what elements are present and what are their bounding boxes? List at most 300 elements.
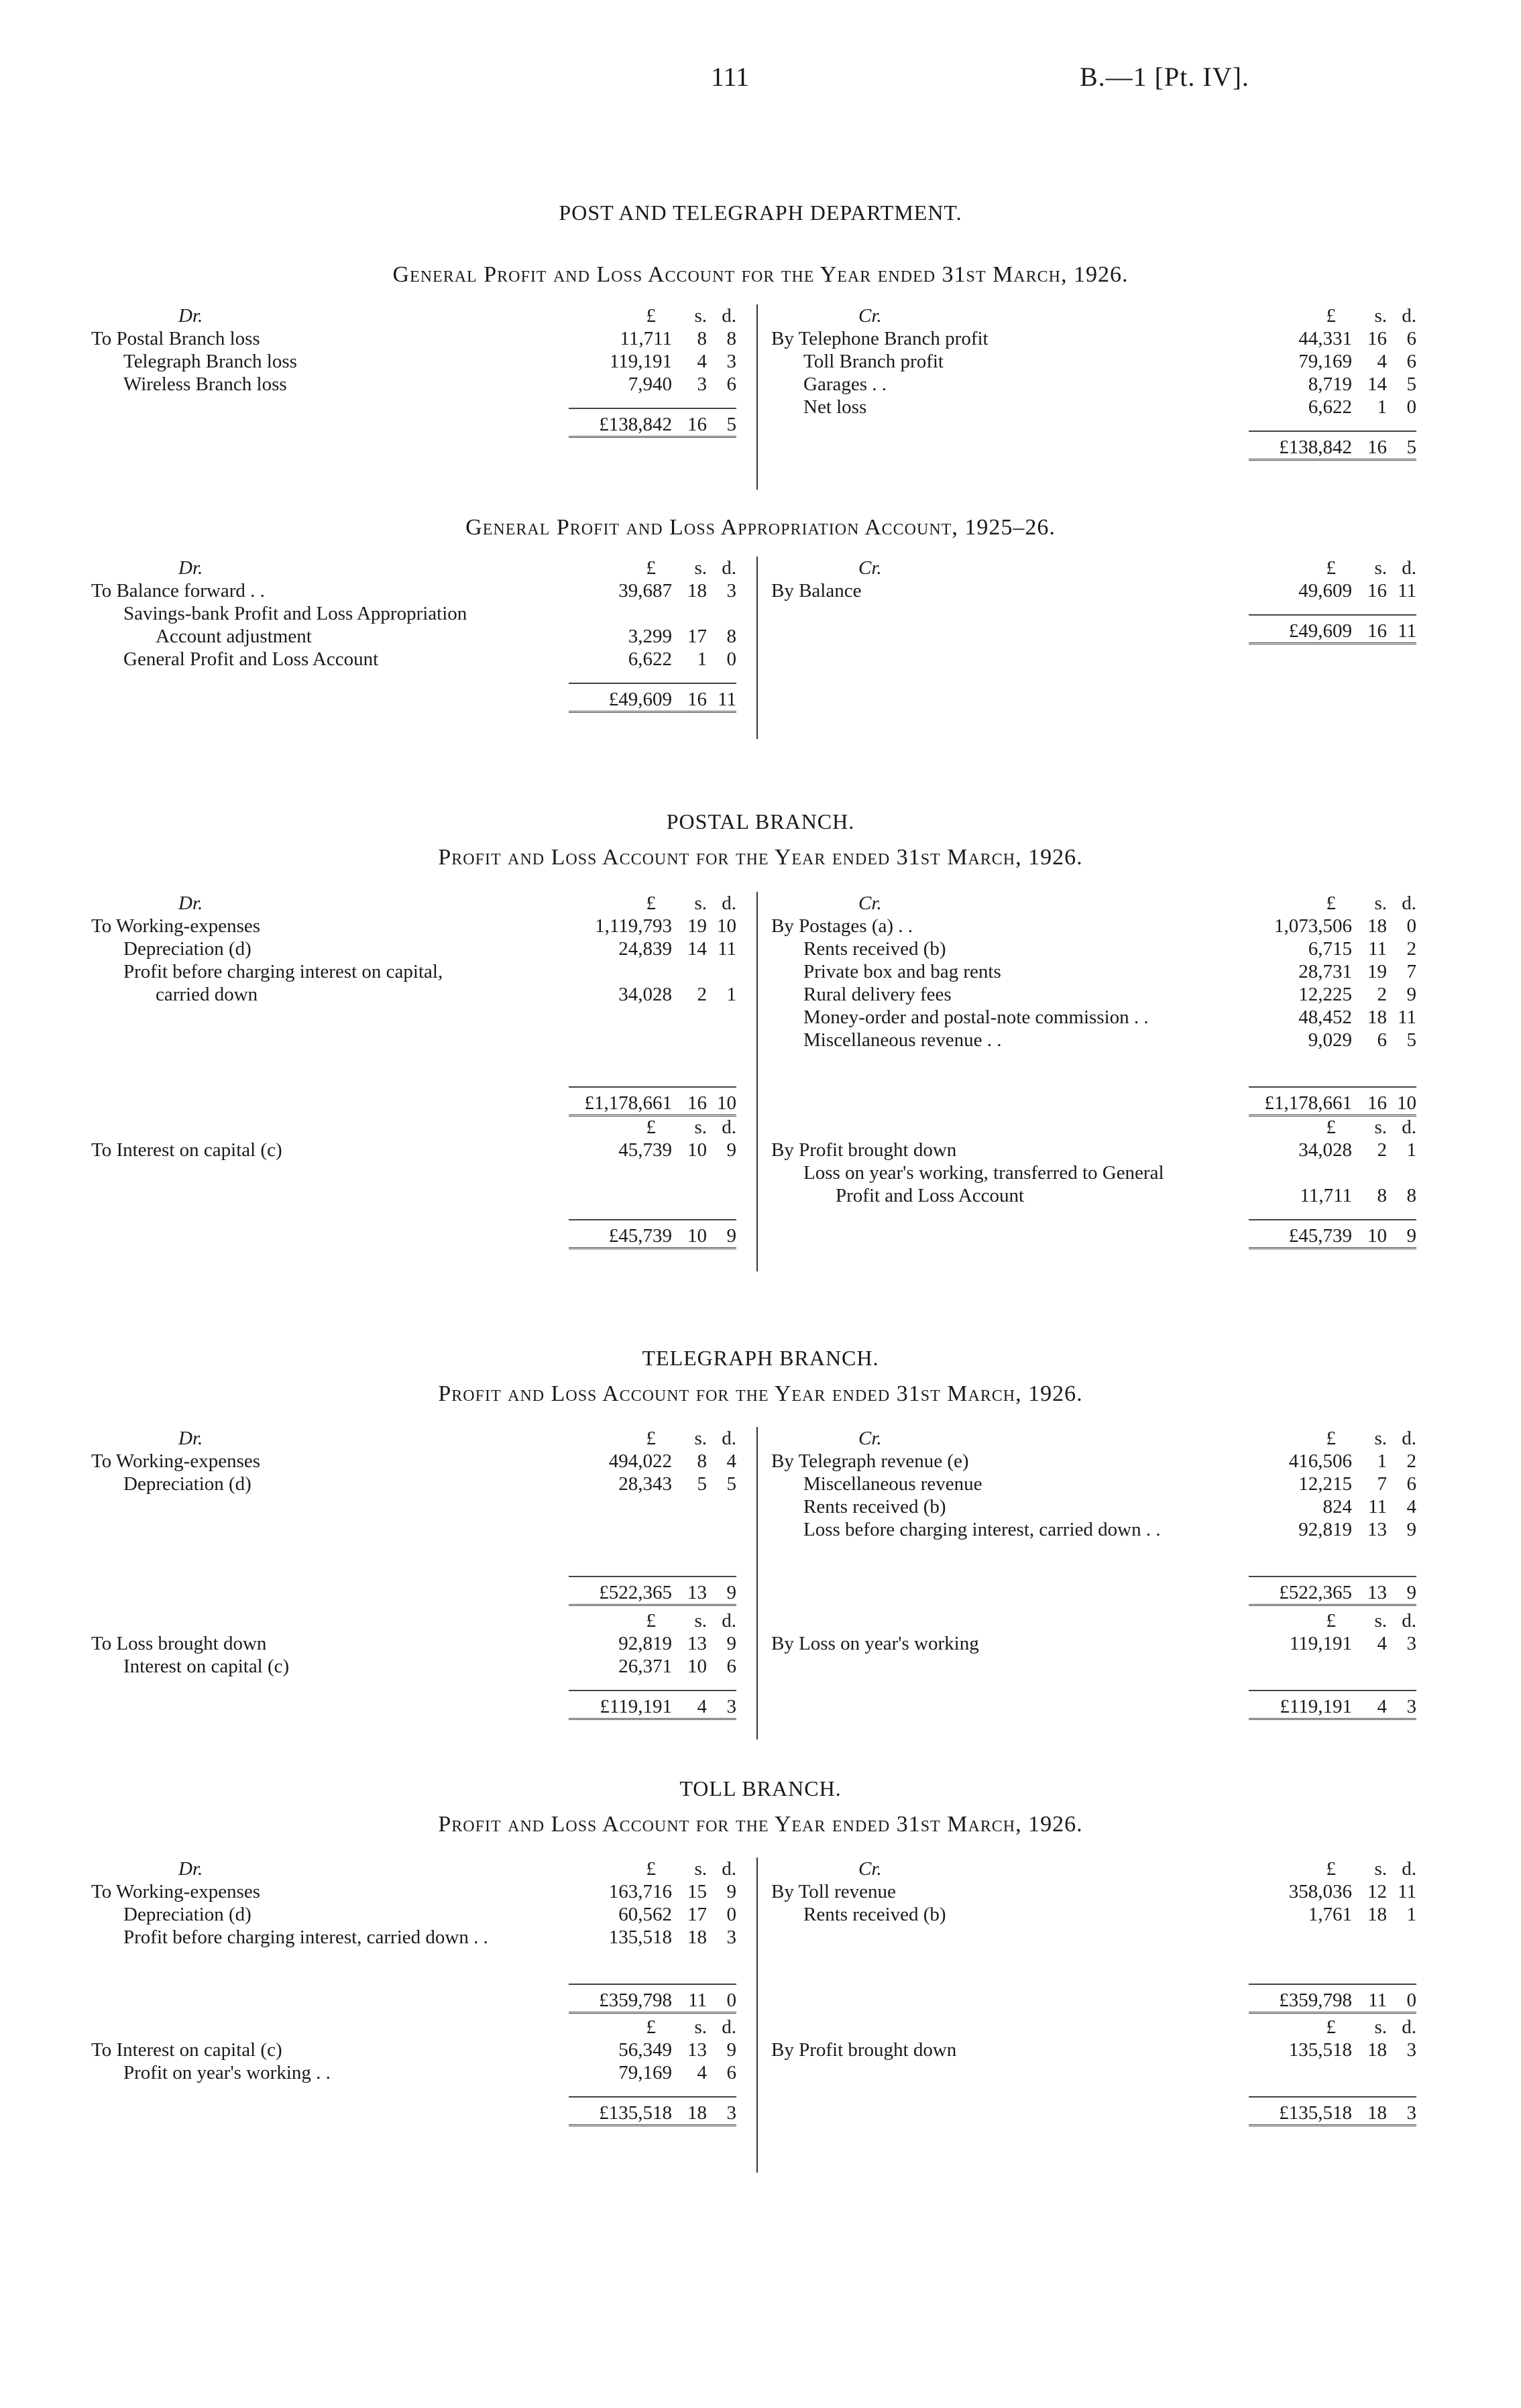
amount — [1242, 373, 1416, 396]
amount — [1242, 937, 1416, 960]
amount-pence: 11 — [1398, 1007, 1416, 1028]
ledger-row — [771, 1473, 1416, 1495]
amount — [562, 688, 736, 711]
currency-header — [562, 1427, 736, 1450]
total-double-rule — [1249, 642, 1416, 647]
spacer-row — [91, 671, 736, 683]
amount-pounds: 28,731 — [1298, 961, 1352, 982]
pounds-header: £ — [1326, 1428, 1336, 1449]
shillings-header: s. — [694, 2016, 707, 2038]
total-row — [91, 1989, 736, 2012]
total-row — [91, 1224, 736, 1247]
ledger-row — [771, 1006, 1416, 1029]
toll-heading: TOLL BRANCH. — [679, 1776, 842, 1800]
pounds-header: £ — [1326, 1116, 1336, 1138]
amount-shillings: 16 — [1367, 328, 1387, 349]
ledger-label: Loss on year's working, transferred to General — [803, 1162, 1164, 1184]
total-double-rule — [569, 1604, 736, 1609]
amount — [1242, 1184, 1416, 1207]
amount — [562, 1581, 736, 1604]
total-rule — [569, 2096, 736, 2098]
amount-pounds: £522,365 — [599, 1582, 672, 1603]
rule-row — [91, 408, 736, 413]
ledger-row — [91, 2039, 736, 2061]
ledger-row — [771, 1184, 1416, 1207]
pence-header: d. — [1402, 1116, 1416, 1138]
total-double-rule — [1249, 1247, 1416, 1252]
blank-row — [91, 1006, 736, 1029]
pounds-header: £ — [646, 305, 656, 327]
column-divider — [756, 892, 758, 1271]
ledger-row — [771, 373, 1416, 396]
ledger-label: Rural delivery fees — [803, 984, 952, 1005]
double-rule-row — [91, 2124, 736, 2131]
toll-debit — [91, 1857, 736, 2018]
ledger-label: To Postal Branch loss — [91, 328, 260, 349]
amount-pence: 10 — [1397, 1092, 1416, 1114]
rule-row — [771, 1086, 1416, 1092]
amount — [562, 625, 736, 648]
ledger-row — [771, 1880, 1416, 1903]
currency-header — [1242, 1116, 1416, 1139]
column-header-row — [771, 1609, 1416, 1632]
pounds-header: £ — [1326, 2016, 1336, 2038]
blank-row — [91, 1161, 736, 1184]
column-header-row — [771, 557, 1416, 579]
amount-shillings: 10 — [687, 1139, 707, 1161]
amount — [1242, 1989, 1416, 2012]
total-row — [771, 1581, 1416, 1604]
telegraph-debit-2 — [91, 1609, 736, 1725]
amount-shillings: 2 — [697, 984, 707, 1005]
amount-pounds: 1,761 — [1308, 1904, 1352, 1925]
pounds-header: £ — [646, 1116, 656, 1138]
total-double-rule — [569, 1247, 736, 1252]
ledger-label: Profit on year's working . . — [123, 2062, 331, 2083]
amount — [562, 1224, 736, 1247]
amount-shillings: 18 — [1367, 915, 1387, 937]
spacer-row — [91, 1971, 736, 1984]
double-rule-row — [91, 436, 736, 443]
amount-pence: 9 — [726, 1582, 736, 1603]
amount-pounds: £119,191 — [1280, 1696, 1352, 1717]
postal-debit — [91, 892, 736, 1121]
amount-pounds: 26,371 — [618, 1656, 672, 1677]
amount-pence: 9 — [726, 1225, 736, 1247]
pounds-header: £ — [646, 1428, 656, 1449]
pence-header: d. — [722, 305, 736, 327]
amount-pence: 5 — [1406, 437, 1416, 458]
ledger-label: By Profit brought down — [771, 2039, 957, 2061]
spacer-row — [771, 1207, 1416, 1219]
amount-pence: 1 — [1406, 1904, 1416, 1925]
column-divider — [756, 1857, 758, 2173]
amount-shillings: 10 — [687, 1656, 707, 1677]
amount-shillings: 8 — [1377, 1185, 1387, 1206]
column-header-row — [771, 892, 1416, 915]
postal-credit — [771, 892, 1416, 1121]
amount — [562, 2102, 736, 2124]
pounds-header: £ — [1326, 305, 1336, 327]
amount — [562, 1989, 736, 2012]
ledger-row — [91, 1903, 736, 1926]
total-row — [91, 1092, 736, 1114]
total-rule — [569, 1086, 736, 1088]
total-row — [91, 413, 736, 436]
ledger-row — [771, 579, 1416, 602]
ledger-label: To Working-expenses — [91, 915, 261, 937]
amount-shillings: 4 — [1377, 1633, 1387, 1654]
ledger-label: Telegraph Branch loss — [123, 351, 297, 372]
ledger-row — [91, 937, 736, 960]
amount-pence: 5 — [726, 1473, 736, 1495]
postal-debit-2 — [91, 1116, 736, 1254]
amount-pence: 6 — [726, 374, 736, 395]
column-header-row — [91, 1857, 736, 1880]
currency-header — [562, 1857, 736, 1880]
amount — [562, 350, 736, 373]
amount-pounds: £135,518 — [599, 2102, 672, 2124]
shillings-header: s. — [1374, 557, 1387, 579]
spacer-row — [771, 1074, 1416, 1086]
rule-row — [91, 1576, 736, 1581]
ledger-label: Net loss — [803, 396, 867, 418]
amount-pounds: 1,073,506 — [1274, 915, 1352, 937]
amount — [1242, 1632, 1416, 1655]
general-pl-debit — [91, 304, 736, 443]
amount-pounds: 358,036 — [1288, 1881, 1352, 1902]
ledger-row — [91, 625, 736, 648]
amount-pounds: 135,518 — [608, 1927, 672, 1948]
currency-header — [1242, 304, 1416, 327]
pounds-header: £ — [1326, 557, 1336, 579]
amount-pounds: 60,562 — [618, 1904, 672, 1925]
pounds-header: £ — [646, 893, 656, 914]
shillings-header: s. — [694, 1116, 707, 1138]
amount — [562, 1926, 736, 1949]
pence-header: d. — [1402, 305, 1416, 327]
amount-shillings: 11 — [688, 1990, 707, 2011]
appropriation-title: General Profit and Loss Appropriation Account, 1925–26. — [465, 515, 1056, 540]
ledger-row — [91, 327, 736, 350]
amount-pence: 7 — [1406, 961, 1416, 982]
ledger-row — [771, 1139, 1416, 1161]
total-row — [771, 1695, 1416, 1718]
pence-header: d. — [722, 1116, 736, 1138]
ledger-label: General Profit and Loss Account — [123, 648, 379, 670]
rule-row — [91, 2096, 736, 2102]
amount-pence: 9 — [726, 1139, 736, 1161]
currency-header — [1242, 1609, 1416, 1632]
ledger-label: Rents received (b) — [803, 1496, 946, 1517]
ledger-row — [771, 350, 1416, 373]
amount-shillings: 18 — [687, 580, 707, 601]
pounds-header: £ — [646, 1610, 656, 1631]
amount — [1242, 983, 1416, 1006]
blank-row — [91, 1495, 736, 1518]
amount-pounds: 48,452 — [1298, 1007, 1352, 1028]
amount-pence: 5 — [1406, 374, 1416, 395]
double-rule-row — [771, 1718, 1416, 1725]
total-rule — [1249, 1984, 1416, 1985]
total-row — [771, 1989, 1416, 2012]
amount-pence: 6 — [1406, 1473, 1416, 1495]
rule-row — [91, 1690, 736, 1695]
amount-pounds: 45,739 — [618, 1139, 672, 1161]
amount-pounds: 119,191 — [1289, 1633, 1352, 1654]
rule-row — [771, 431, 1416, 436]
amount — [1242, 1139, 1416, 1161]
amount — [1242, 436, 1416, 459]
amount-pence: 9 — [1406, 1225, 1416, 1247]
amount-pence: 4 — [726, 1450, 736, 1472]
column-header-row — [771, 1116, 1416, 1139]
debit-label: Dr. — [178, 893, 203, 914]
pounds-header: £ — [1326, 1610, 1336, 1631]
amount-shillings: 2 — [1377, 1139, 1387, 1161]
pounds-header: £ — [646, 1858, 656, 1880]
column-header-row — [771, 1427, 1416, 1450]
spacer-row — [771, 602, 1416, 614]
total-double-rule — [569, 436, 736, 441]
amount-pence: 6 — [1406, 328, 1416, 349]
amount — [562, 327, 736, 350]
total-row — [771, 436, 1416, 459]
amount-pence: 8 — [726, 626, 736, 647]
amount — [562, 937, 736, 960]
amount-pounds: £1,178,661 — [1264, 1092, 1352, 1114]
ledger-label: By Telegraph revenue (e) — [771, 1450, 969, 1472]
amount — [1242, 1903, 1416, 1926]
amount-pounds: £135,518 — [1279, 2102, 1352, 2124]
ledger-label: Toll Branch profit — [803, 351, 944, 372]
amount-pence: 0 — [1406, 1990, 1416, 2011]
amount — [562, 579, 736, 602]
pence-header: d. — [722, 1428, 736, 1449]
amount-pence: 3 — [1406, 1696, 1416, 1717]
amount-pence: 3 — [726, 1696, 736, 1717]
debit-label: Dr. — [178, 305, 203, 327]
amount-shillings: 10 — [1367, 1225, 1387, 1247]
shillings-header: s. — [1374, 305, 1387, 327]
amount-pence: 1 — [1406, 1139, 1416, 1161]
spacer-row — [91, 1207, 736, 1219]
ledger-label: By Balance — [771, 580, 862, 601]
pence-header: d. — [1402, 1858, 1416, 1880]
blank-row — [91, 1518, 736, 1541]
amount-shillings: 5 — [697, 1473, 707, 1495]
amount-pence: 6 — [1406, 351, 1416, 372]
amount-shillings: 4 — [1377, 351, 1387, 372]
currency-header — [562, 557, 736, 579]
amount — [1242, 915, 1416, 937]
amount-shillings: 14 — [687, 938, 707, 960]
amount-pence: 9 — [726, 1633, 736, 1654]
amount-shillings: 8 — [697, 328, 707, 349]
ledger-row — [91, 1880, 736, 1903]
ledger-label: Garages . . — [803, 374, 887, 395]
amount-pence: 9 — [1406, 1519, 1416, 1540]
amount-shillings: 18 — [1367, 1007, 1387, 1028]
ledger-label: Money-order and postal-note commission . . — [803, 1007, 1149, 1028]
spacer-row — [771, 1971, 1416, 1984]
ledger-label: To Working-expenses — [91, 1450, 261, 1472]
column-header-row — [91, 2016, 736, 2039]
amount — [562, 983, 736, 1006]
rule-row — [771, 1690, 1416, 1695]
amount-pence: 3 — [1406, 1633, 1416, 1654]
amount-pounds: £522,365 — [1279, 1582, 1352, 1603]
amount-pounds: 49,609 — [1298, 580, 1352, 601]
spacer-row — [91, 1564, 736, 1576]
ledger-row — [771, 1518, 1416, 1541]
rule-row — [91, 1219, 736, 1224]
amount-pounds: 44,331 — [1298, 328, 1352, 349]
amount-pence: 8 — [1406, 1185, 1416, 1206]
currency-header — [562, 304, 736, 327]
blank-row — [771, 1926, 1416, 1949]
amount-pence: 0 — [1406, 396, 1416, 418]
general-pl-credit — [771, 304, 1416, 465]
total-rule — [569, 1576, 736, 1577]
ledger-label: Interest on capital (c) — [123, 1656, 290, 1677]
amount-pence: 0 — [726, 648, 736, 670]
total-rule — [1249, 1219, 1416, 1220]
double-rule-row — [771, 1247, 1416, 1254]
column-divider — [756, 304, 758, 490]
column-header-row — [91, 304, 736, 327]
ledger-label: By Loss on year's working — [771, 1633, 979, 1654]
amount — [562, 1473, 736, 1495]
amount-shillings: 18 — [1367, 2102, 1387, 2124]
amount-pence: 0 — [726, 1990, 736, 2011]
telegraph-credit — [771, 1427, 1416, 1611]
shillings-header: s. — [694, 1428, 707, 1449]
blank-row — [91, 1541, 736, 1564]
amount — [1242, 1092, 1416, 1114]
ledger-row — [91, 373, 736, 396]
pence-header: d. — [722, 893, 736, 914]
ledger-row — [91, 960, 736, 983]
postal-credit-2 — [771, 1116, 1416, 1254]
amount-pounds: 24,839 — [618, 938, 672, 960]
amount-shillings: 2 — [1377, 984, 1387, 1005]
amount-shillings: 16 — [687, 414, 707, 435]
spacer-row — [91, 396, 736, 408]
column-header-row — [91, 1609, 736, 1632]
amount-shillings: 14 — [1367, 374, 1387, 395]
amount — [1242, 2039, 1416, 2061]
amount-pounds: 12,225 — [1298, 984, 1352, 1005]
blank-row — [91, 1949, 736, 1971]
amount-shillings: 4 — [697, 1696, 707, 1717]
amount-pence: 0 — [726, 1904, 736, 1925]
shillings-header: s. — [1374, 1858, 1387, 1880]
spacer-row — [91, 1074, 736, 1086]
amount-shillings: 18 — [687, 2102, 707, 2124]
ledger-row — [771, 2039, 1416, 2061]
amount-shillings: 17 — [687, 1904, 707, 1925]
ledger-label: Private box and bag rents — [803, 961, 1001, 982]
double-rule-row — [91, 1718, 736, 1725]
rule-row — [771, 1984, 1416, 1989]
total-rule — [569, 1690, 736, 1691]
toll-debit-2 — [91, 2016, 736, 2131]
ledger-row — [91, 579, 736, 602]
amount-pence: 3 — [726, 351, 736, 372]
ledger-row — [771, 960, 1416, 983]
ledger-label: To Loss brought down — [91, 1633, 267, 1654]
amount-pounds: 34,028 — [1298, 1139, 1352, 1161]
column-header-row — [91, 1116, 736, 1139]
column-header-row — [771, 1857, 1416, 1880]
page-number: 111 — [711, 62, 750, 92]
ledger-row — [771, 1161, 1416, 1184]
spacer-row — [771, 2084, 1416, 2096]
toll-credit-2 — [771, 2016, 1416, 2131]
double-rule-row — [771, 642, 1416, 649]
amount-pence: 2 — [1406, 938, 1416, 960]
rule-row — [771, 1219, 1416, 1224]
ledger-label: Profit and Loss Account — [836, 1185, 1025, 1206]
amount-pounds: £45,739 — [1288, 1225, 1352, 1247]
amount-shillings: 1 — [697, 648, 707, 670]
amount — [562, 1880, 736, 1903]
pence-header: d. — [722, 557, 736, 579]
amount-pounds: 119,191 — [609, 351, 672, 372]
ledger-label: Savings-bank Profit and Loss Appropriation — [123, 603, 467, 624]
ledger-row — [91, 1655, 736, 1678]
amount-shillings: 18 — [1367, 1904, 1387, 1925]
ledger-row — [91, 1632, 736, 1655]
amount — [562, 1139, 736, 1161]
currency-header — [562, 1116, 736, 1139]
amount — [1242, 2102, 1416, 2124]
amount — [1242, 327, 1416, 350]
amount-pence: 11 — [718, 938, 736, 960]
amount-pence: 5 — [726, 414, 736, 435]
total-double-rule — [569, 711, 736, 715]
amount-pence: 2 — [1406, 1450, 1416, 1472]
amount-pounds: £359,798 — [599, 1990, 672, 2011]
amount-shillings: 12 — [1367, 1881, 1387, 1902]
ledger-row — [771, 1903, 1416, 1926]
ledger-label: By Toll revenue — [771, 1881, 896, 1902]
amount — [562, 915, 736, 937]
amount-pence: 11 — [1398, 1881, 1416, 1902]
shillings-header: s. — [694, 305, 707, 327]
amount — [1242, 1224, 1416, 1247]
credit-label: Cr. — [858, 557, 882, 579]
rule-row — [771, 1576, 1416, 1581]
total-double-rule — [1249, 1604, 1416, 1609]
amount-pence: 3 — [1406, 2039, 1416, 2061]
amount-pounds: 79,169 — [618, 2062, 672, 2083]
double-rule-row — [91, 711, 736, 718]
rule-row — [771, 614, 1416, 620]
amount-pounds: 92,819 — [618, 1633, 672, 1654]
total-rule — [1249, 1576, 1416, 1577]
currency-header — [1242, 1427, 1416, 1450]
pence-header: d. — [722, 1858, 736, 1880]
total-row — [91, 1695, 736, 1718]
ledger-label: Rents received (b) — [803, 938, 946, 960]
ledger-row — [91, 2061, 736, 2084]
pence-header: d. — [1402, 557, 1416, 579]
amount-pounds: 3,299 — [628, 626, 672, 647]
column-divider — [756, 557, 758, 739]
amount-shillings: 1 — [1377, 396, 1387, 418]
